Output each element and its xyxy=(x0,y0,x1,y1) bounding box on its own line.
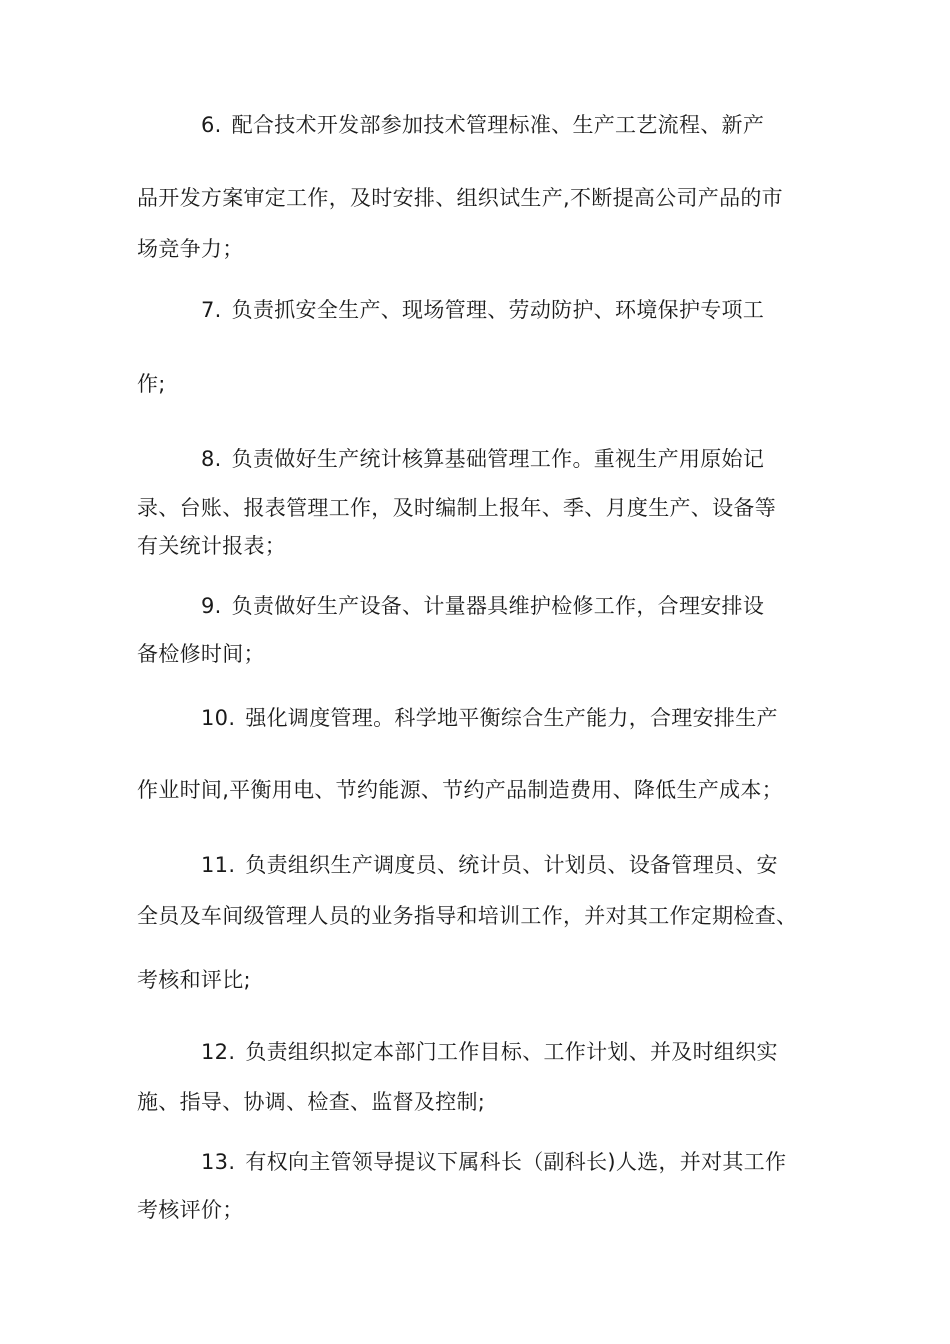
item-number: 11. xyxy=(201,853,236,877)
item-7-line-2: 作; xyxy=(137,372,166,396)
item-11-line-1 xyxy=(201,850,778,880)
item-8-line-3: 有关统计报表； xyxy=(137,534,287,558)
item-number: 9. xyxy=(201,594,222,618)
item-text: 负责组织拟定本部门工作目标、工作计划、并及时组织实 xyxy=(245,1040,778,1064)
item-13-line-2: 考核评价； xyxy=(137,1198,244,1222)
item-13-line-1 xyxy=(201,1147,786,1177)
item-number: 13. xyxy=(201,1150,236,1174)
item-8-line-1 xyxy=(201,444,764,474)
item-10-line-2: 作业时间,平衡用电、节约能源、节约产品制造费用、降低生产成本； xyxy=(137,778,783,802)
item-10-line-1 xyxy=(201,703,778,733)
item-number: 8. xyxy=(201,447,222,471)
item-12-line-2: 施、指导、协调、检查、监督及控制; xyxy=(137,1090,486,1114)
item-text: 强化调度管理。科学地平衡综合生产能力，合理安排生产 xyxy=(245,706,778,730)
item-11-line-3: 考核和评比; xyxy=(137,968,251,992)
item-text: 负责抓安全生产、现场管理、劳动防护、环境保护专项工 xyxy=(231,298,765,322)
item-6-line-1 xyxy=(201,110,764,140)
item-8-line-2: 录、台账、报表管理工作，及时编制上报年、季、月度生产、设备等 xyxy=(137,496,776,520)
item-6-line-3: 场竞争力； xyxy=(137,237,244,261)
item-9-line-1 xyxy=(201,591,764,621)
item-6-line-2: 品开发方案审定工作，及时安排、组织试生产,不断提高公司产品的市 xyxy=(137,186,783,210)
item-number: 7. xyxy=(201,298,222,322)
item-text: 有权向主管领导提议下属科长（副科长)人选，并对其工作 xyxy=(245,1150,787,1174)
item-number: 10. xyxy=(201,706,236,730)
item-7-line-1 xyxy=(201,295,764,325)
item-text: 负责做好生产设备、计量器具维护检修工作，合理安排设 xyxy=(231,594,765,618)
item-12-line-1 xyxy=(201,1037,778,1067)
item-text: 配合技术开发部参加技术管理标准、生产工艺流程、新产 xyxy=(231,113,765,137)
item-11-line-2: 全员及车间级管理人员的业务指导和培训工作，并对其工作定期检查、 xyxy=(137,904,798,928)
item-text: 负责组织生产调度员、统计员、计划员、设备管理员、安 xyxy=(245,853,778,877)
item-9-line-2: 备检修时间； xyxy=(137,642,265,666)
item-text: 负责做好生产统计核算基础管理工作。重视生产用原始记 xyxy=(231,447,765,471)
item-number: 12. xyxy=(201,1040,236,1064)
item-number: 6. xyxy=(201,113,222,137)
